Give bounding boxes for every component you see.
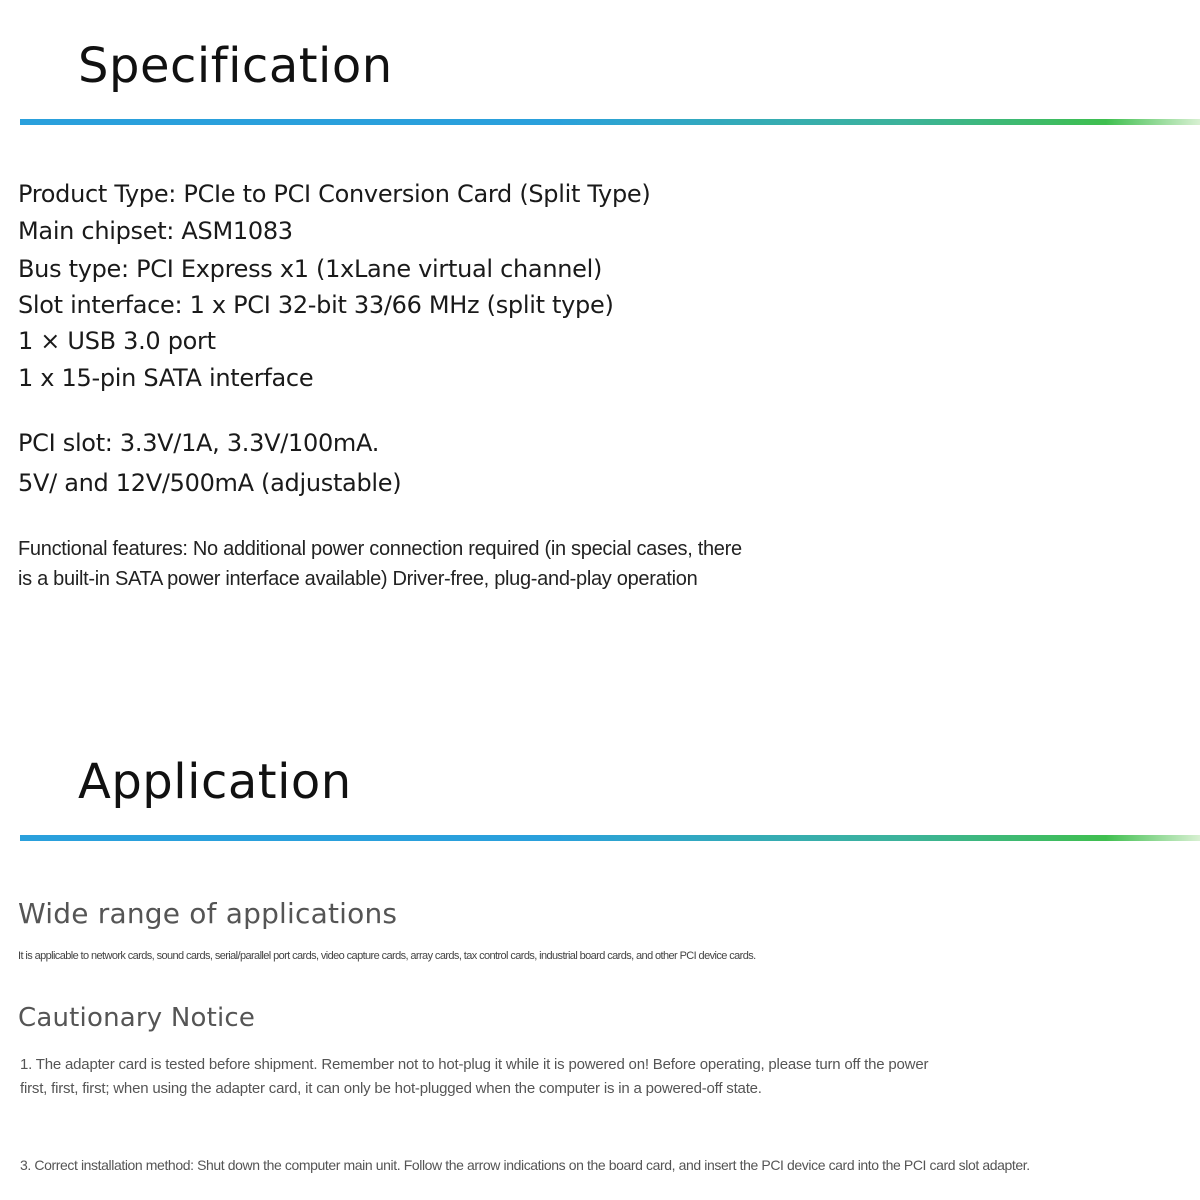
notice-3: 3. Correct installation method: Shut down the computer main unit. Follow the arrow indications on the board card, and insert the PCI device card into the PCI card slot adapter. bbox=[20, 1157, 1030, 1173]
application-heading: Application bbox=[78, 754, 352, 810]
spec-product-type: Product Type: PCIe to PCI Conversion Card (Split Type) bbox=[18, 180, 651, 208]
spec-features-line-1: Functional features: No additional power connection required (in special cases, there bbox=[18, 538, 742, 560]
notice-1-line-2: first, first, first; when using the adapter card, it can only be hot-plugged when the computer is in a powered-off state. bbox=[20, 1080, 762, 1097]
spec-sata-interface: 1 x 15-pin SATA interface bbox=[18, 364, 314, 392]
spec-slot-interface: Slot interface: 1 x PCI 32-bit 33/66 MHz (split type) bbox=[18, 291, 614, 319]
spec-usb-port: 1 × USB 3.0 port bbox=[18, 327, 216, 355]
spec-main-chipset: Main chipset: ASM1083 bbox=[18, 217, 293, 245]
spec-pci-slot-power: PCI slot: 3.3V/1A, 3.3V/100mA. bbox=[18, 429, 380, 457]
notice-1-line-1: 1. The adapter card is tested before shipment. Remember not to hot-plug it while it is powered on! Before operating, please turn off the power bbox=[20, 1056, 929, 1073]
spec-5v-12v-power: 5V/ and 12V/500mA (adjustable) bbox=[18, 469, 402, 497]
application-divider bbox=[20, 835, 1200, 841]
specification-heading: Specification bbox=[78, 38, 393, 94]
spec-features-line-2: is a built-in SATA power interface available) Driver-free, plug-and-play operation bbox=[18, 568, 698, 590]
spec-bus-type: Bus type: PCI Express x1 (1xLane virtual channel) bbox=[18, 255, 603, 283]
cautionary-notice-heading: Cautionary Notice bbox=[18, 1003, 256, 1033]
wide-range-heading: Wide range of applications bbox=[18, 897, 398, 930]
wide-range-text: It is applicable to network cards, sound cards, serial/parallel port cards, video capture cards, array cards, tax control cards, industrial board cards, and other PCI device cards. bbox=[18, 950, 756, 962]
specification-divider bbox=[20, 119, 1200, 125]
